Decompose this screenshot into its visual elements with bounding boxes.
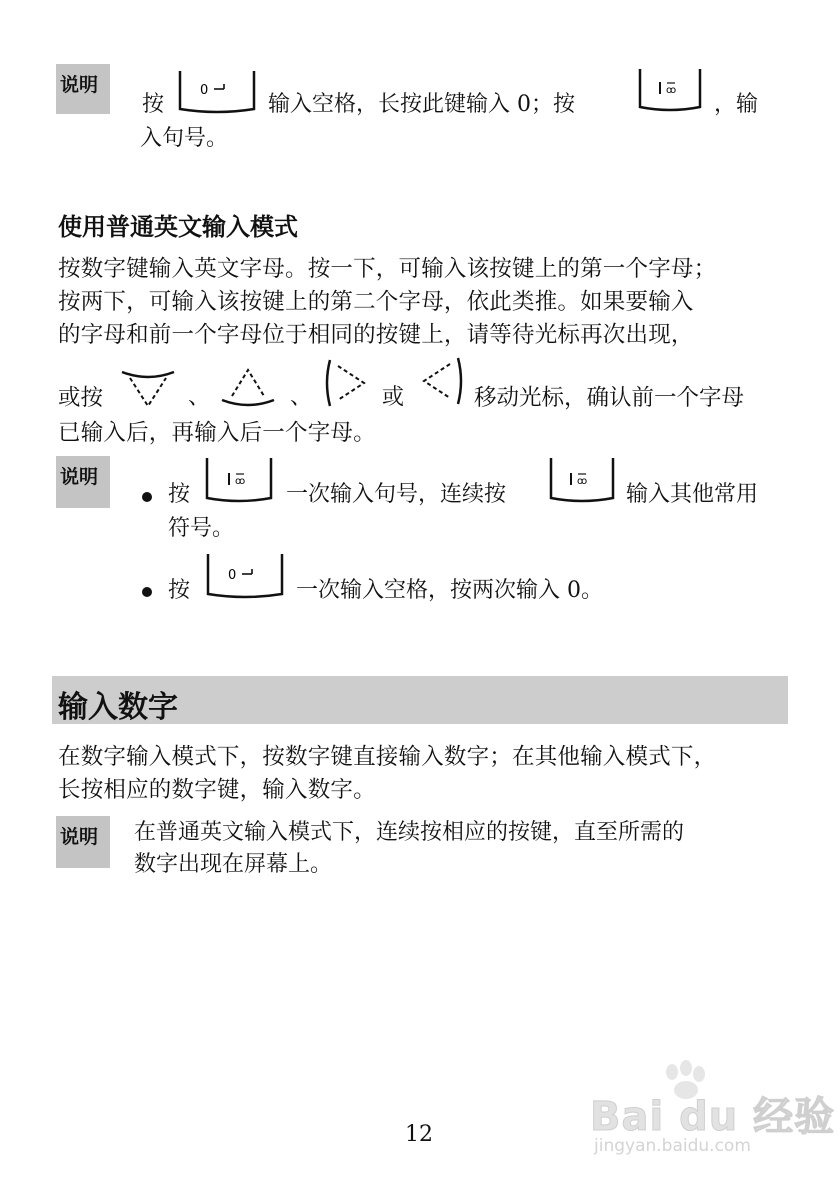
body-line: 按数字键输入英文字母。按一下，可输入该按键上的第一个字母； bbox=[58, 256, 717, 282]
svg-text:ꝏ: ꝏ bbox=[577, 476, 588, 487]
body-text: 移动光标，确认前一个字母 bbox=[474, 385, 745, 411]
note-tag: 说明 bbox=[56, 816, 110, 868]
body-text: 或 bbox=[382, 385, 405, 410]
note-text: 入句号。 bbox=[140, 126, 229, 151]
note-tag: 说明 bbox=[56, 64, 110, 114]
svg-text:0: 0 bbox=[200, 83, 209, 98]
note-tag: 说明 bbox=[56, 456, 110, 508]
nav-up-icon bbox=[218, 366, 278, 410]
body-line: 已输入后，再输入后一个字母。 bbox=[58, 420, 376, 446]
nav-down-icon bbox=[118, 366, 178, 410]
note-text: 按 bbox=[168, 482, 191, 507]
note-text: 输入空格，长按此键输入 0；按 bbox=[268, 92, 575, 117]
svg-text:0: 0 bbox=[228, 568, 237, 583]
note-text: 一次输入空格，按两次输入 0。 bbox=[296, 578, 603, 603]
body-line: 的字母和前一个字母位于相同的按键上，请等待光标再次出现， bbox=[58, 322, 694, 348]
note-text: 输入其他常用 bbox=[626, 482, 759, 507]
body-line: 长按相应的数字键，输入数字。 bbox=[58, 777, 376, 803]
key-one-icon bbox=[638, 67, 702, 113]
key-one-icon bbox=[205, 456, 273, 504]
watermark-url: jingyan.baidu.com bbox=[594, 1136, 751, 1156]
note-text: 按 bbox=[168, 578, 191, 603]
section-title: 输入数字 bbox=[58, 690, 178, 725]
svg-text:ꝏ: ꝏ bbox=[235, 476, 246, 487]
note-text: 数字出现在屏幕上。 bbox=[134, 852, 333, 877]
body-line: 按两下，可输入该按键上的第二个字母，依此类推。如果要输入 bbox=[58, 289, 694, 315]
bullet bbox=[142, 587, 152, 597]
separator: 、 bbox=[290, 385, 313, 410]
key-zero-icon bbox=[206, 552, 284, 600]
note-text: 在普通英文输入模式下，连续按相应的按键，直至所需的 bbox=[134, 820, 685, 845]
note-text: 按 bbox=[142, 92, 165, 117]
body-line: 在数字输入模式下，按数字键直接输入数字；在其他输入模式下， bbox=[58, 744, 717, 770]
separator: 、 bbox=[188, 385, 211, 410]
nav-left-icon bbox=[418, 354, 466, 408]
body-text: 或按 bbox=[58, 385, 104, 411]
note-text: 符号。 bbox=[168, 516, 235, 541]
note-text: 一次输入句号，连续按 bbox=[286, 482, 507, 507]
section-heading: 使用普通英文输入模式 bbox=[58, 213, 298, 241]
watermark-brand: Bai du 经验 bbox=[590, 1094, 836, 1140]
nav-right-icon bbox=[322, 356, 370, 410]
key-zero-icon bbox=[178, 69, 256, 115]
svg-text:ꝏ: ꝏ bbox=[666, 85, 677, 96]
note-text: ，输 bbox=[714, 92, 759, 117]
page-number: 12 bbox=[405, 1122, 433, 1147]
bullet bbox=[142, 492, 152, 502]
key-one-icon bbox=[549, 456, 615, 504]
